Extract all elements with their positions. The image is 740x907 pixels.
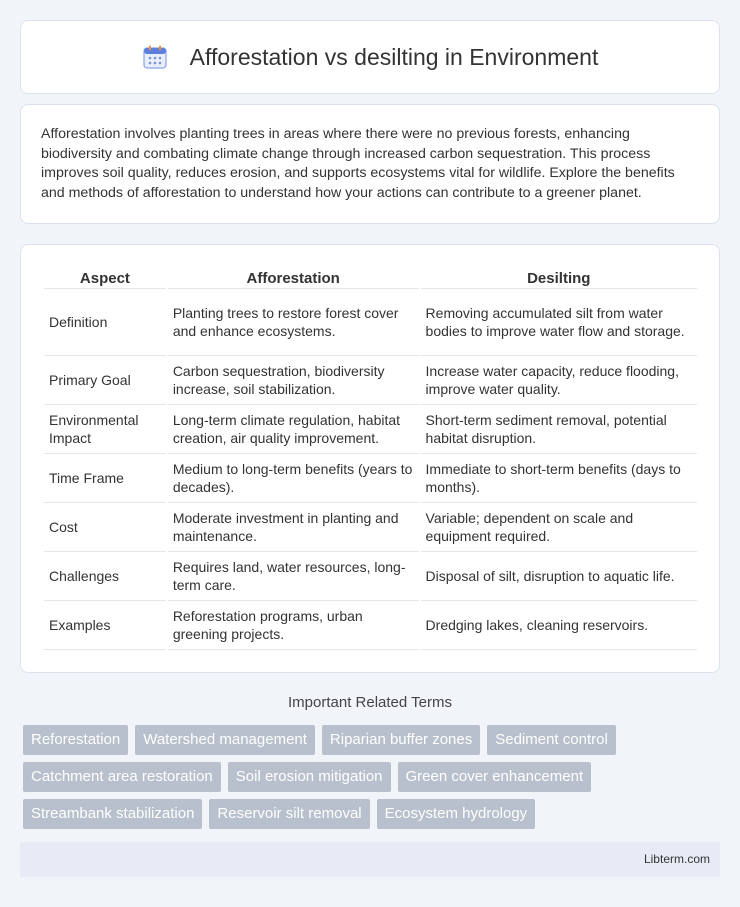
intro-text: Afforestation involves planting trees in areas where there were no previous forests, enhancing biodiversity and combating climate change through increased carbon sequestration. This process improves soil quality, reduces erosion, and supports ecosystems vital for wildlife. Explore the benefits and methods of afforestation to understand how your actions can contribute to a greener planet. — [41, 126, 675, 201]
related-term-tag[interactable]: Catchment area restoration — [23, 762, 221, 792]
row-aspect: Cost — [44, 503, 166, 552]
related-term-tag[interactable]: Green cover enhancement — [398, 762, 592, 792]
table-row — [44, 454, 697, 503]
table-row — [44, 405, 697, 454]
related-term-tag[interactable]: Watershed management — [135, 725, 315, 755]
row-afforestation: Moderate investment in planting and maintenance. — [168, 503, 419, 552]
table-row — [44, 601, 697, 650]
row-afforestation: Planting trees to restore forest cover and enhance ecosystems. — [168, 289, 419, 356]
row-desilting: Short-term sediment removal, potential habitat disruption. — [421, 405, 697, 454]
related-term-tag[interactable]: Reservoir silt removal — [209, 799, 369, 829]
table-row — [44, 289, 697, 356]
row-afforestation: Reforestation programs, urban greening projects. — [168, 601, 419, 650]
comparison-table-card — [20, 244, 720, 673]
row-aspect: Examples — [44, 601, 166, 650]
row-desilting: Increase water capacity, reduce flooding, improve water quality. — [421, 356, 697, 405]
table-row — [44, 356, 697, 405]
related-term-tag[interactable]: Reforestation — [23, 725, 128, 755]
row-desilting: Removing accumulated silt from water bodies to improve water flow and storage. — [421, 289, 697, 356]
comparison-table — [42, 265, 699, 650]
column-header-desilting: Desilting — [421, 265, 697, 289]
related-term-tag[interactable]: Riparian buffer zones — [322, 725, 480, 755]
row-aspect: Challenges — [44, 552, 166, 601]
row-aspect: Definition — [44, 289, 166, 356]
row-desilting: Variable; dependent on scale and equipment required. — [421, 503, 697, 552]
row-desilting: Disposal of silt, disruption to aquatic life. — [421, 552, 697, 601]
row-afforestation: Carbon sequestration, biodiversity increase, soil stabilization. — [168, 356, 419, 405]
row-afforestation: Requires land, water resources, long-term care. — [168, 552, 419, 601]
row-aspect: Environmental Impact — [44, 405, 166, 454]
calendar-icon — [142, 44, 168, 70]
intro-card — [20, 104, 720, 224]
table-row — [44, 552, 697, 601]
footer-site-link[interactable]: Libterm.com — [643, 852, 710, 866]
row-afforestation: Medium to long-term benefits (years to decades). — [168, 454, 419, 503]
header-card — [20, 20, 720, 94]
column-header-aspect: Aspect — [44, 265, 166, 289]
row-afforestation: Long-term climate regulation, habitat creation, air quality improvement. — [168, 405, 419, 454]
row-desilting: Dredging lakes, cleaning reservoirs. — [421, 601, 697, 650]
related-terms-title: Important Related Terms — [288, 694, 452, 711]
footer — [20, 842, 720, 877]
related-terms-tags — [23, 725, 713, 829]
row-desilting: Immediate to short-term benefits (days to months). — [421, 454, 697, 503]
row-aspect: Time Frame — [44, 454, 166, 503]
table-row — [44, 503, 697, 552]
related-term-tag[interactable]: Soil erosion mitigation — [228, 762, 391, 792]
related-term-tag[interactable]: Streambank stabilization — [23, 799, 202, 829]
column-header-afforestation: Afforestation — [168, 265, 419, 289]
related-term-tag[interactable]: Ecosystem hydrology — [377, 799, 536, 829]
row-aspect: Primary Goal — [44, 356, 166, 405]
related-term-tag[interactable]: Sediment control — [487, 725, 616, 755]
table-header-row — [44, 265, 697, 289]
page-title: Afforestation vs desilting in Environment — [189, 43, 599, 70]
